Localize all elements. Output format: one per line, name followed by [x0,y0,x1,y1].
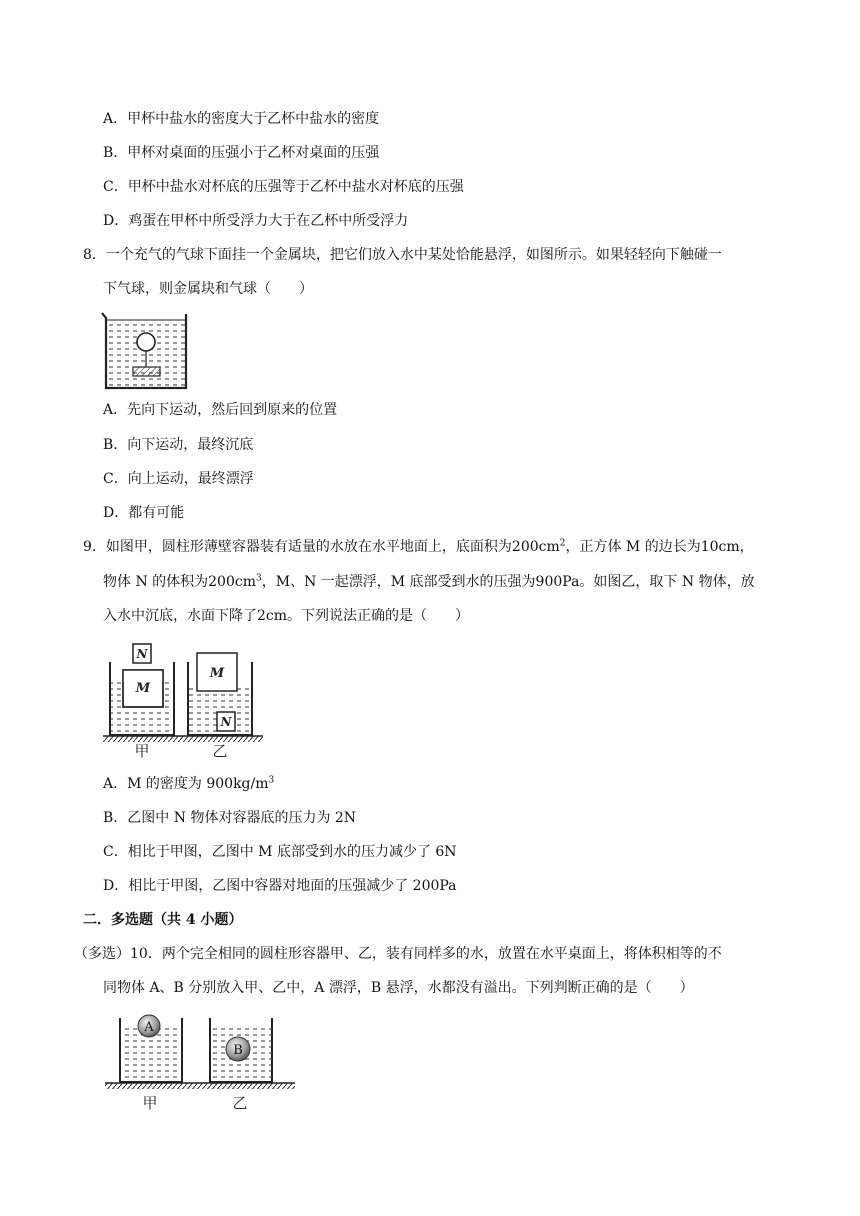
q9-containers-figure [100,638,265,758]
section-heading-multiple-choice: 二．多选题（共 4 小题） [83,912,243,928]
q9-block-n-right: N [220,715,232,729]
q8-option-a: A．先向下运动，然后回到原来的位置 [103,402,338,418]
q10-ball-b: B [233,1043,243,1058]
q8-option-c: C．向上运动，最终漂浮 [103,471,254,487]
q8-stem-line2: 下气球，则金属块和气球（ ） [103,281,313,297]
q8-stem-line1: 8．一个充气的气球下面挂一个金属块，把它们放入水中某处恰能悬浮，如图所示。如果轻轻向下触碰一 [83,247,722,263]
q10-ball-a: A [144,1020,154,1035]
q9-stem-line1: 9．如图甲，圆柱形薄壁容器装有适量的水放在水平地面上，底面积为$200cm^2$，正方体 M 的边长为10cm， [83,538,754,555]
q10-containers-figure [100,1008,300,1113]
q7-option-c: C．甲杯中盐水对杯底的压强等于乙杯中盐水对杯底的压强 [103,179,464,195]
q9-stem-line3: 入水中沉底，水面下降了2cm。下列说法正确的是（ ） [103,608,470,624]
q7-option-a: A．甲杯中盐水的密度大于乙杯中盐水的密度 [103,111,380,127]
q7-option-d: D．鸡蛋在甲杯中所受浮力大于在乙杯中所受浮力 [103,213,409,229]
q8-option-b: B．向下运动，最终沉底 [103,437,254,453]
q9-label-jia: 甲 [134,742,150,760]
q7-option-b: B．甲杯对桌面的压强小于乙杯对桌面的压强 [103,145,380,161]
q9-stem-line2: 物体 N 的体积为$200cm^3$，M、N 一起漂浮，M 底部受到水的压强为900Pa。如图乙，取下 N 物体，放 [103,573,755,590]
q9-option-b: B．乙图中 N 物体对容器底的压力为 2N [103,810,357,826]
q8-beaker-figure [100,310,195,390]
q9-option-c: C．相比于甲图，乙图中 M 底部受到水的压力减少了 6N [103,844,457,860]
q9-block-m-left: M [135,681,151,696]
q9-option-a: A．M 的密度为 $900kg/m^3$ [103,775,275,792]
q10-label-yi: 乙 [232,1094,248,1112]
q9-block-n-left: N [136,647,148,661]
q10-stem-line2: 同物体 A、B 分别放入甲、乙中，A 漂浮，B 悬浮，水都没有溢出。下列判断正确的是（ ） [103,980,694,996]
q9-label-yi: 乙 [212,742,228,760]
q8-option-d: D．都有可能 [103,505,185,521]
q10-label-jia: 甲 [142,1094,158,1112]
q9-option-d: D．相比于甲图，乙图中容器对地面的压强减少了 200Pa [103,878,457,894]
q9-block-m-right: M [209,666,225,681]
q10-stem-line1: （多选）10．两个完全相同的圆柱形容器甲、乙，装有同样多的水，放置在水平桌面上，将体积相等的不 [74,946,722,962]
